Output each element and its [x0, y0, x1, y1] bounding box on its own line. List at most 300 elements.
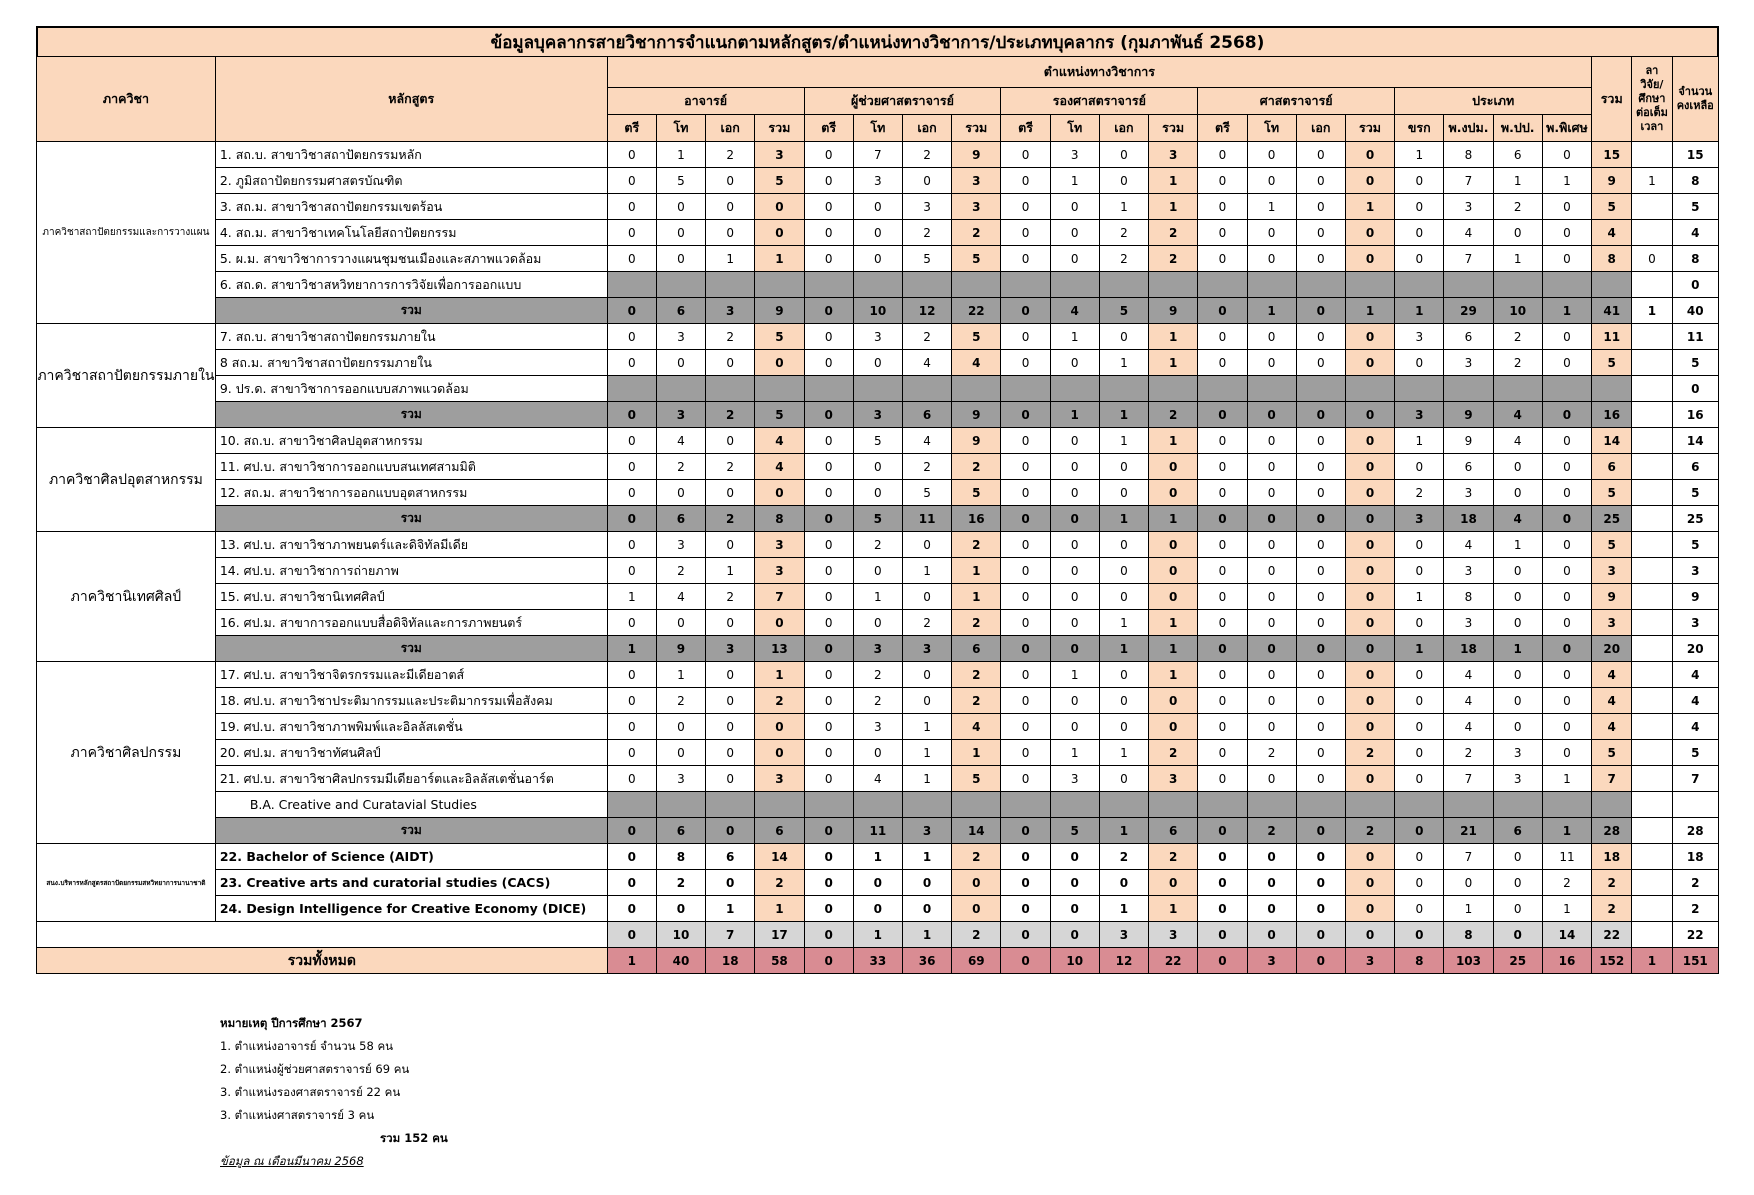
total-cell: 3: [902, 818, 951, 844]
total-cell: 0: [1542, 636, 1591, 662]
value-cell: 0: [804, 844, 853, 870]
value-cell: 0: [1001, 558, 1050, 584]
value-cell: 0: [1001, 662, 1050, 688]
value-cell: 0: [1099, 454, 1148, 480]
total-cell: 0: [1345, 922, 1394, 948]
value-cell: 0: [1345, 480, 1394, 506]
value-cell: 0: [656, 740, 705, 766]
value-cell: 1: [952, 740, 1001, 766]
value-cell: 0: [1050, 714, 1099, 740]
value-cell: 0: [1099, 662, 1148, 688]
header-degree-col: ตรี: [1198, 115, 1247, 142]
value-cell: 0: [1198, 766, 1247, 792]
value-cell: 3: [1050, 142, 1099, 168]
empty-cell: [656, 272, 705, 298]
value-cell: 0: [1050, 688, 1099, 714]
empty-cell: [1149, 272, 1198, 298]
value-cell: 0: [1198, 168, 1247, 194]
value-cell: 14: [1592, 428, 1632, 454]
value-cell: 0: [1001, 350, 1050, 376]
notes-source: ข้อมูล ณ เดือนมีนาคม 2568: [220, 1154, 364, 1168]
value-cell: 0: [1247, 870, 1296, 896]
value-cell: 0: [1345, 714, 1394, 740]
value-cell: 0: [607, 350, 656, 376]
total-cell: 0: [804, 506, 853, 532]
value-cell: 0: [1247, 766, 1296, 792]
value-cell: 0: [902, 870, 951, 896]
value-cell: 0: [607, 142, 656, 168]
table-row: [37, 766, 1719, 792]
value-cell: 1: [1149, 896, 1198, 922]
empty-cell: [706, 792, 755, 818]
value-cell: 0: [1149, 558, 1198, 584]
value-cell: 1: [1099, 194, 1148, 220]
value-cell: 0: [1001, 610, 1050, 636]
table-row: [37, 350, 1719, 376]
value-cell: 0: [902, 662, 951, 688]
total-cell: 0: [1001, 402, 1050, 428]
empty-cell: [853, 376, 902, 402]
value-cell: 0: [902, 688, 951, 714]
value-cell: 0: [804, 870, 853, 896]
value-cell: 0: [1542, 454, 1591, 480]
value-cell: 0: [1001, 142, 1050, 168]
value-cell: 0: [1296, 532, 1345, 558]
value-cell: 2: [902, 220, 951, 246]
value-cell: 1: [1099, 740, 1148, 766]
value-cell: 1: [1050, 168, 1099, 194]
total-cell: 6: [656, 506, 705, 532]
value-cell: 0: [706, 740, 755, 766]
total-cell: 0: [1198, 636, 1247, 662]
value-cell: 0: [1493, 584, 1542, 610]
empty-cell: [1632, 376, 1672, 402]
value-cell: 9: [952, 142, 1001, 168]
value-cell: 0: [804, 428, 853, 454]
empty-cell: [1542, 272, 1591, 298]
remaining-cell: [1672, 792, 1719, 818]
value-cell: 0: [1099, 324, 1148, 350]
empty-cell: [1345, 272, 1394, 298]
value-cell: 0: [755, 194, 804, 220]
value-cell: 0: [1099, 532, 1148, 558]
value-cell: 0: [1099, 558, 1148, 584]
value-cell: 1: [952, 584, 1001, 610]
value-cell: 3: [656, 324, 705, 350]
value-cell: 5: [1672, 350, 1719, 376]
grand-total-cell: 8: [1395, 948, 1444, 974]
grand-total-cell: 58: [755, 948, 804, 974]
department-name: ภาควิชานิเทศศิลป์: [37, 532, 216, 662]
value-cell: 0: [1247, 688, 1296, 714]
value-cell: 2: [1149, 220, 1198, 246]
empty-cell: [1099, 272, 1148, 298]
value-cell: 0: [1493, 662, 1542, 688]
value-cell: 3: [1493, 766, 1542, 792]
total-cell: 13: [755, 636, 804, 662]
notes-line: 3. ตำแหน่งศาสตราจารย์ 3 คน: [220, 1108, 375, 1122]
total-cell: 11: [902, 506, 951, 532]
value-cell: 7: [1444, 168, 1493, 194]
value-cell: 2: [706, 142, 755, 168]
value-cell: 0: [1099, 688, 1148, 714]
value-cell: 0: [1001, 168, 1050, 194]
value-cell: 8: [1444, 142, 1493, 168]
empty-cell: [656, 792, 705, 818]
value-cell: 1: [1099, 610, 1148, 636]
value-cell: 5: [853, 428, 902, 454]
value-cell: 0: [1296, 454, 1345, 480]
total-cell: 10: [853, 298, 902, 324]
value-cell: 1: [1493, 168, 1542, 194]
sheet-title: ข้อมูลบุคลากรสายวิชาการจำแนกตามหลักสูตร/ตำแหน่งทางวิชาการ/ประเภทบุคลากร (กุมภาพันธ์ 2568): [36, 26, 1719, 56]
value-cell: 0: [1296, 480, 1345, 506]
value-cell: 1: [1247, 194, 1296, 220]
value-cell: 0: [656, 246, 705, 272]
value-cell: 0: [1345, 168, 1394, 194]
value-cell: 0: [656, 194, 705, 220]
value-cell: 4: [1592, 220, 1632, 246]
value-cell: 5: [1592, 740, 1632, 766]
value-cell: 1: [1050, 324, 1099, 350]
header-type-col: พ.ปป.: [1493, 115, 1542, 142]
total-cell: 0: [607, 402, 656, 428]
empty-cell: [1493, 376, 1542, 402]
empty-cell: [1001, 272, 1050, 298]
total-cell: 0: [1247, 402, 1296, 428]
value-cell: 2: [1592, 870, 1632, 896]
value-cell: 4: [1592, 714, 1632, 740]
empty-cell: [37, 922, 608, 948]
value-cell: 1: [1050, 662, 1099, 688]
program-name: 13. ศป.บ. สาขาวิชาภาพยนตร์และดิจิทัลมีเดีย: [215, 532, 607, 558]
value-cell: 0: [1444, 870, 1493, 896]
value-cell: 0: [1050, 584, 1099, 610]
value-cell: 4: [1672, 220, 1719, 246]
value-cell: 0: [1395, 662, 1444, 688]
total-cell: 1: [607, 636, 656, 662]
table-row: [37, 168, 1719, 194]
total-cell: 20: [1672, 636, 1719, 662]
department-total-row: [37, 636, 1719, 662]
value-cell: 0: [607, 870, 656, 896]
total-cell: 3: [1149, 922, 1198, 948]
value-cell: 0: [607, 428, 656, 454]
total-cell: 0: [1001, 636, 1050, 662]
value-cell: 0: [1099, 870, 1148, 896]
total-cell: 18: [1444, 506, 1493, 532]
value-cell: 0: [1395, 870, 1444, 896]
notes-line: 2. ตำแหน่งผู้ช่วยศาสตราจารย์ 69 คน: [220, 1062, 410, 1076]
value-cell: 2: [1247, 740, 1296, 766]
total-cell: 10: [1493, 298, 1542, 324]
value-cell: 1: [1099, 350, 1148, 376]
value-cell: 0: [853, 454, 902, 480]
table-row: [37, 844, 1719, 870]
value-cell: 2: [952, 454, 1001, 480]
department-total-row: [37, 298, 1719, 324]
value-cell: 6: [1592, 454, 1632, 480]
value-cell: 0: [1099, 168, 1148, 194]
value-cell: 0: [1296, 350, 1345, 376]
empty-cell: [1050, 792, 1099, 818]
value-cell: 5: [902, 246, 951, 272]
total-cell: 0: [1296, 402, 1345, 428]
value-cell: 0: [1345, 428, 1394, 454]
empty-cell: [1592, 792, 1632, 818]
value-cell: 0: [607, 168, 656, 194]
value-cell: 0: [1050, 532, 1099, 558]
empty-cell: [1050, 272, 1099, 298]
empty-cell: [1444, 376, 1493, 402]
value-cell: 0: [1345, 324, 1394, 350]
table-row: [37, 610, 1719, 636]
value-cell: 0: [1050, 480, 1099, 506]
value-cell: 3: [656, 532, 705, 558]
grand-total-cell: 18: [706, 948, 755, 974]
value-cell: 0: [804, 194, 853, 220]
value-cell: 3: [1672, 558, 1719, 584]
value-cell: [1632, 688, 1672, 714]
total-cell: 2: [1247, 818, 1296, 844]
header-type-col: พ.งปม.: [1444, 115, 1493, 142]
empty-cell: [902, 272, 951, 298]
value-cell: 1: [1395, 584, 1444, 610]
grand-total-cell: 0: [1001, 948, 1050, 974]
value-cell: 0: [1542, 324, 1591, 350]
value-cell: 4: [1672, 688, 1719, 714]
total-cell: 4: [1050, 298, 1099, 324]
value-cell: 1: [902, 740, 951, 766]
empty-cell: [1050, 376, 1099, 402]
value-cell: 4: [1672, 714, 1719, 740]
value-cell: [1632, 844, 1672, 870]
value-cell: 2: [1099, 220, 1148, 246]
value-cell: 0: [1198, 142, 1247, 168]
value-cell: 5: [656, 168, 705, 194]
value-cell: 0: [1001, 688, 1050, 714]
value-cell: 0: [1001, 194, 1050, 220]
total-cell: [1632, 506, 1672, 532]
total-cell: 3: [1395, 506, 1444, 532]
value-cell: 4: [1444, 714, 1493, 740]
header-degree-col: รวม: [952, 115, 1001, 142]
value-cell: 1: [902, 558, 951, 584]
value-cell: 4: [656, 428, 705, 454]
value-cell: 0: [1247, 246, 1296, 272]
value-cell: 0: [1542, 480, 1591, 506]
header-degree-col: เอก: [1296, 115, 1345, 142]
value-cell: 0: [1247, 324, 1296, 350]
empty-cell: [1296, 792, 1345, 818]
value-cell: 4: [902, 350, 951, 376]
value-cell: 0: [853, 896, 902, 922]
value-cell: 1: [1099, 428, 1148, 454]
total-cell: 0: [1001, 298, 1050, 324]
value-cell: 5: [952, 480, 1001, 506]
value-cell: 0: [1296, 714, 1345, 740]
total-cell: 3: [853, 636, 902, 662]
program-name: 1. สถ.บ. สาขาวิชาสถาปัตยกรรมหลัก: [215, 142, 607, 168]
program-name: 23. Creative arts and curatorial studies (CACS): [215, 870, 607, 896]
value-cell: 2: [656, 688, 705, 714]
value-cell: 0: [1395, 896, 1444, 922]
value-cell: 4: [1672, 662, 1719, 688]
value-cell: 0: [1542, 740, 1591, 766]
value-cell: [1632, 428, 1672, 454]
value-cell: 0: [1001, 766, 1050, 792]
value-cell: 0: [804, 896, 853, 922]
value-cell: 0: [1149, 584, 1198, 610]
total-cell: 3: [902, 636, 951, 662]
total-cell: 6: [755, 818, 804, 844]
value-cell: 0: [1542, 532, 1591, 558]
value-cell: 0: [1198, 714, 1247, 740]
grand-total-cell: 12: [1099, 948, 1148, 974]
value-cell: 0: [755, 220, 804, 246]
value-cell: 5: [1672, 480, 1719, 506]
value-cell: 0: [706, 870, 755, 896]
value-cell: 0: [1247, 350, 1296, 376]
value-cell: 1: [1149, 324, 1198, 350]
value-cell: 1: [1542, 766, 1591, 792]
header-group-type: ประเภท: [1395, 88, 1592, 115]
grand-total-row: [37, 948, 1719, 974]
value-cell: 0: [1345, 610, 1394, 636]
value-cell: 0: [1198, 896, 1247, 922]
total-cell: 16: [1592, 402, 1632, 428]
total-cell: 9: [656, 636, 705, 662]
value-cell: 1: [1632, 168, 1672, 194]
value-cell: 1: [1395, 142, 1444, 168]
value-cell: 2: [1444, 740, 1493, 766]
value-cell: [1632, 740, 1672, 766]
empty-cell: [1001, 792, 1050, 818]
total-cell: 0: [1198, 818, 1247, 844]
value-cell: 4: [755, 454, 804, 480]
remaining-cell: 0: [1672, 376, 1719, 402]
value-cell: [1632, 350, 1672, 376]
value-cell: 1: [1149, 662, 1198, 688]
value-cell: 0: [804, 610, 853, 636]
total-cell: 0: [607, 818, 656, 844]
total-cell: 1: [1493, 636, 1542, 662]
value-cell: 1: [1099, 896, 1148, 922]
value-cell: 0: [1050, 558, 1099, 584]
total-cell: 20: [1592, 636, 1632, 662]
program-name: B.A. Creative and Curatavial Studies: [215, 792, 607, 818]
value-cell: 1: [1149, 168, 1198, 194]
total-cell: 9: [755, 298, 804, 324]
total-cell: 0: [1296, 636, 1345, 662]
value-cell: 0: [1001, 246, 1050, 272]
department-total-label: รวม: [215, 298, 607, 324]
total-cell: 5: [755, 402, 804, 428]
empty-cell: [902, 792, 951, 818]
total-cell: 1: [1542, 818, 1591, 844]
value-cell: 6: [1672, 454, 1719, 480]
total-cell: 6: [656, 298, 705, 324]
total-cell: 3: [706, 636, 755, 662]
header-type-col: พ.พิเศษ: [1542, 115, 1591, 142]
total-cell: 0: [1345, 506, 1394, 532]
value-cell: 0: [1345, 532, 1394, 558]
value-cell: 0: [1395, 558, 1444, 584]
value-cell: 0: [607, 844, 656, 870]
empty-cell: [1592, 376, 1632, 402]
empty-cell: [1493, 272, 1542, 298]
value-cell: 2: [1493, 324, 1542, 350]
value-cell: 1: [1542, 896, 1591, 922]
value-cell: 0: [1345, 870, 1394, 896]
value-cell: 0: [1395, 714, 1444, 740]
header-degree-col: รวม: [755, 115, 804, 142]
value-cell: 3: [1149, 766, 1198, 792]
value-cell: 2: [1149, 246, 1198, 272]
value-cell: 0: [1296, 584, 1345, 610]
value-cell: 0: [1001, 896, 1050, 922]
value-cell: 0: [1099, 584, 1148, 610]
value-cell: 1: [1395, 428, 1444, 454]
total-cell: 9: [1444, 402, 1493, 428]
grand-total-cell: 33: [853, 948, 902, 974]
table-row: [37, 558, 1719, 584]
total-cell: 1: [853, 922, 902, 948]
notes: [220, 1012, 448, 1173]
value-cell: 0: [656, 350, 705, 376]
value-cell: 0: [804, 714, 853, 740]
program-name: 16. ศป.ม. สาขาการออกแบบสื่อดิจิทัลและการภาพยนตร์: [215, 610, 607, 636]
total-cell: 6: [656, 818, 705, 844]
value-cell: 0: [1345, 688, 1394, 714]
value-cell: 0: [853, 246, 902, 272]
value-cell: 1: [607, 584, 656, 610]
value-cell: 5: [1592, 194, 1632, 220]
value-cell: 4: [1592, 688, 1632, 714]
department-name: ภาควิชาศิลปกรรม: [37, 662, 216, 844]
grand-total-cell: 0: [804, 948, 853, 974]
grand-total-cell: 3: [1247, 948, 1296, 974]
total-cell: 1: [1149, 636, 1198, 662]
header-degree-col: ตรี: [1001, 115, 1050, 142]
value-cell: 8: [1672, 168, 1719, 194]
grand-total-cell: 152: [1592, 948, 1632, 974]
value-cell: [1632, 532, 1672, 558]
header-degree-col: รวม: [1149, 115, 1198, 142]
total-cell: 0: [1001, 818, 1050, 844]
total-cell: 0: [1296, 922, 1345, 948]
value-cell: 2: [656, 558, 705, 584]
value-cell: 0: [1395, 246, 1444, 272]
value-cell: 0: [706, 610, 755, 636]
total-cell: 0: [1296, 506, 1345, 532]
total-cell: 1: [1247, 298, 1296, 324]
value-cell: 2: [1099, 844, 1148, 870]
table-row: [37, 194, 1719, 220]
value-cell: 0: [1099, 714, 1148, 740]
grand-total-label: รวมทั้งหมด: [37, 948, 608, 974]
program-name: 9. ปร.ด. สาขาวิชาการออกแบบสภาพแวดล้อม: [215, 376, 607, 402]
value-cell: 0: [1198, 740, 1247, 766]
empty-cell: [1247, 792, 1296, 818]
value-cell: 2: [952, 688, 1001, 714]
value-cell: 0: [1149, 714, 1198, 740]
value-cell: 2: [755, 688, 804, 714]
value-cell: 0: [1345, 454, 1394, 480]
header-group-assoc-prof: รองศาสตราจารย์: [1001, 88, 1198, 115]
header-group-prof: ศาสตราจารย์: [1198, 88, 1395, 115]
value-cell: 0: [804, 168, 853, 194]
